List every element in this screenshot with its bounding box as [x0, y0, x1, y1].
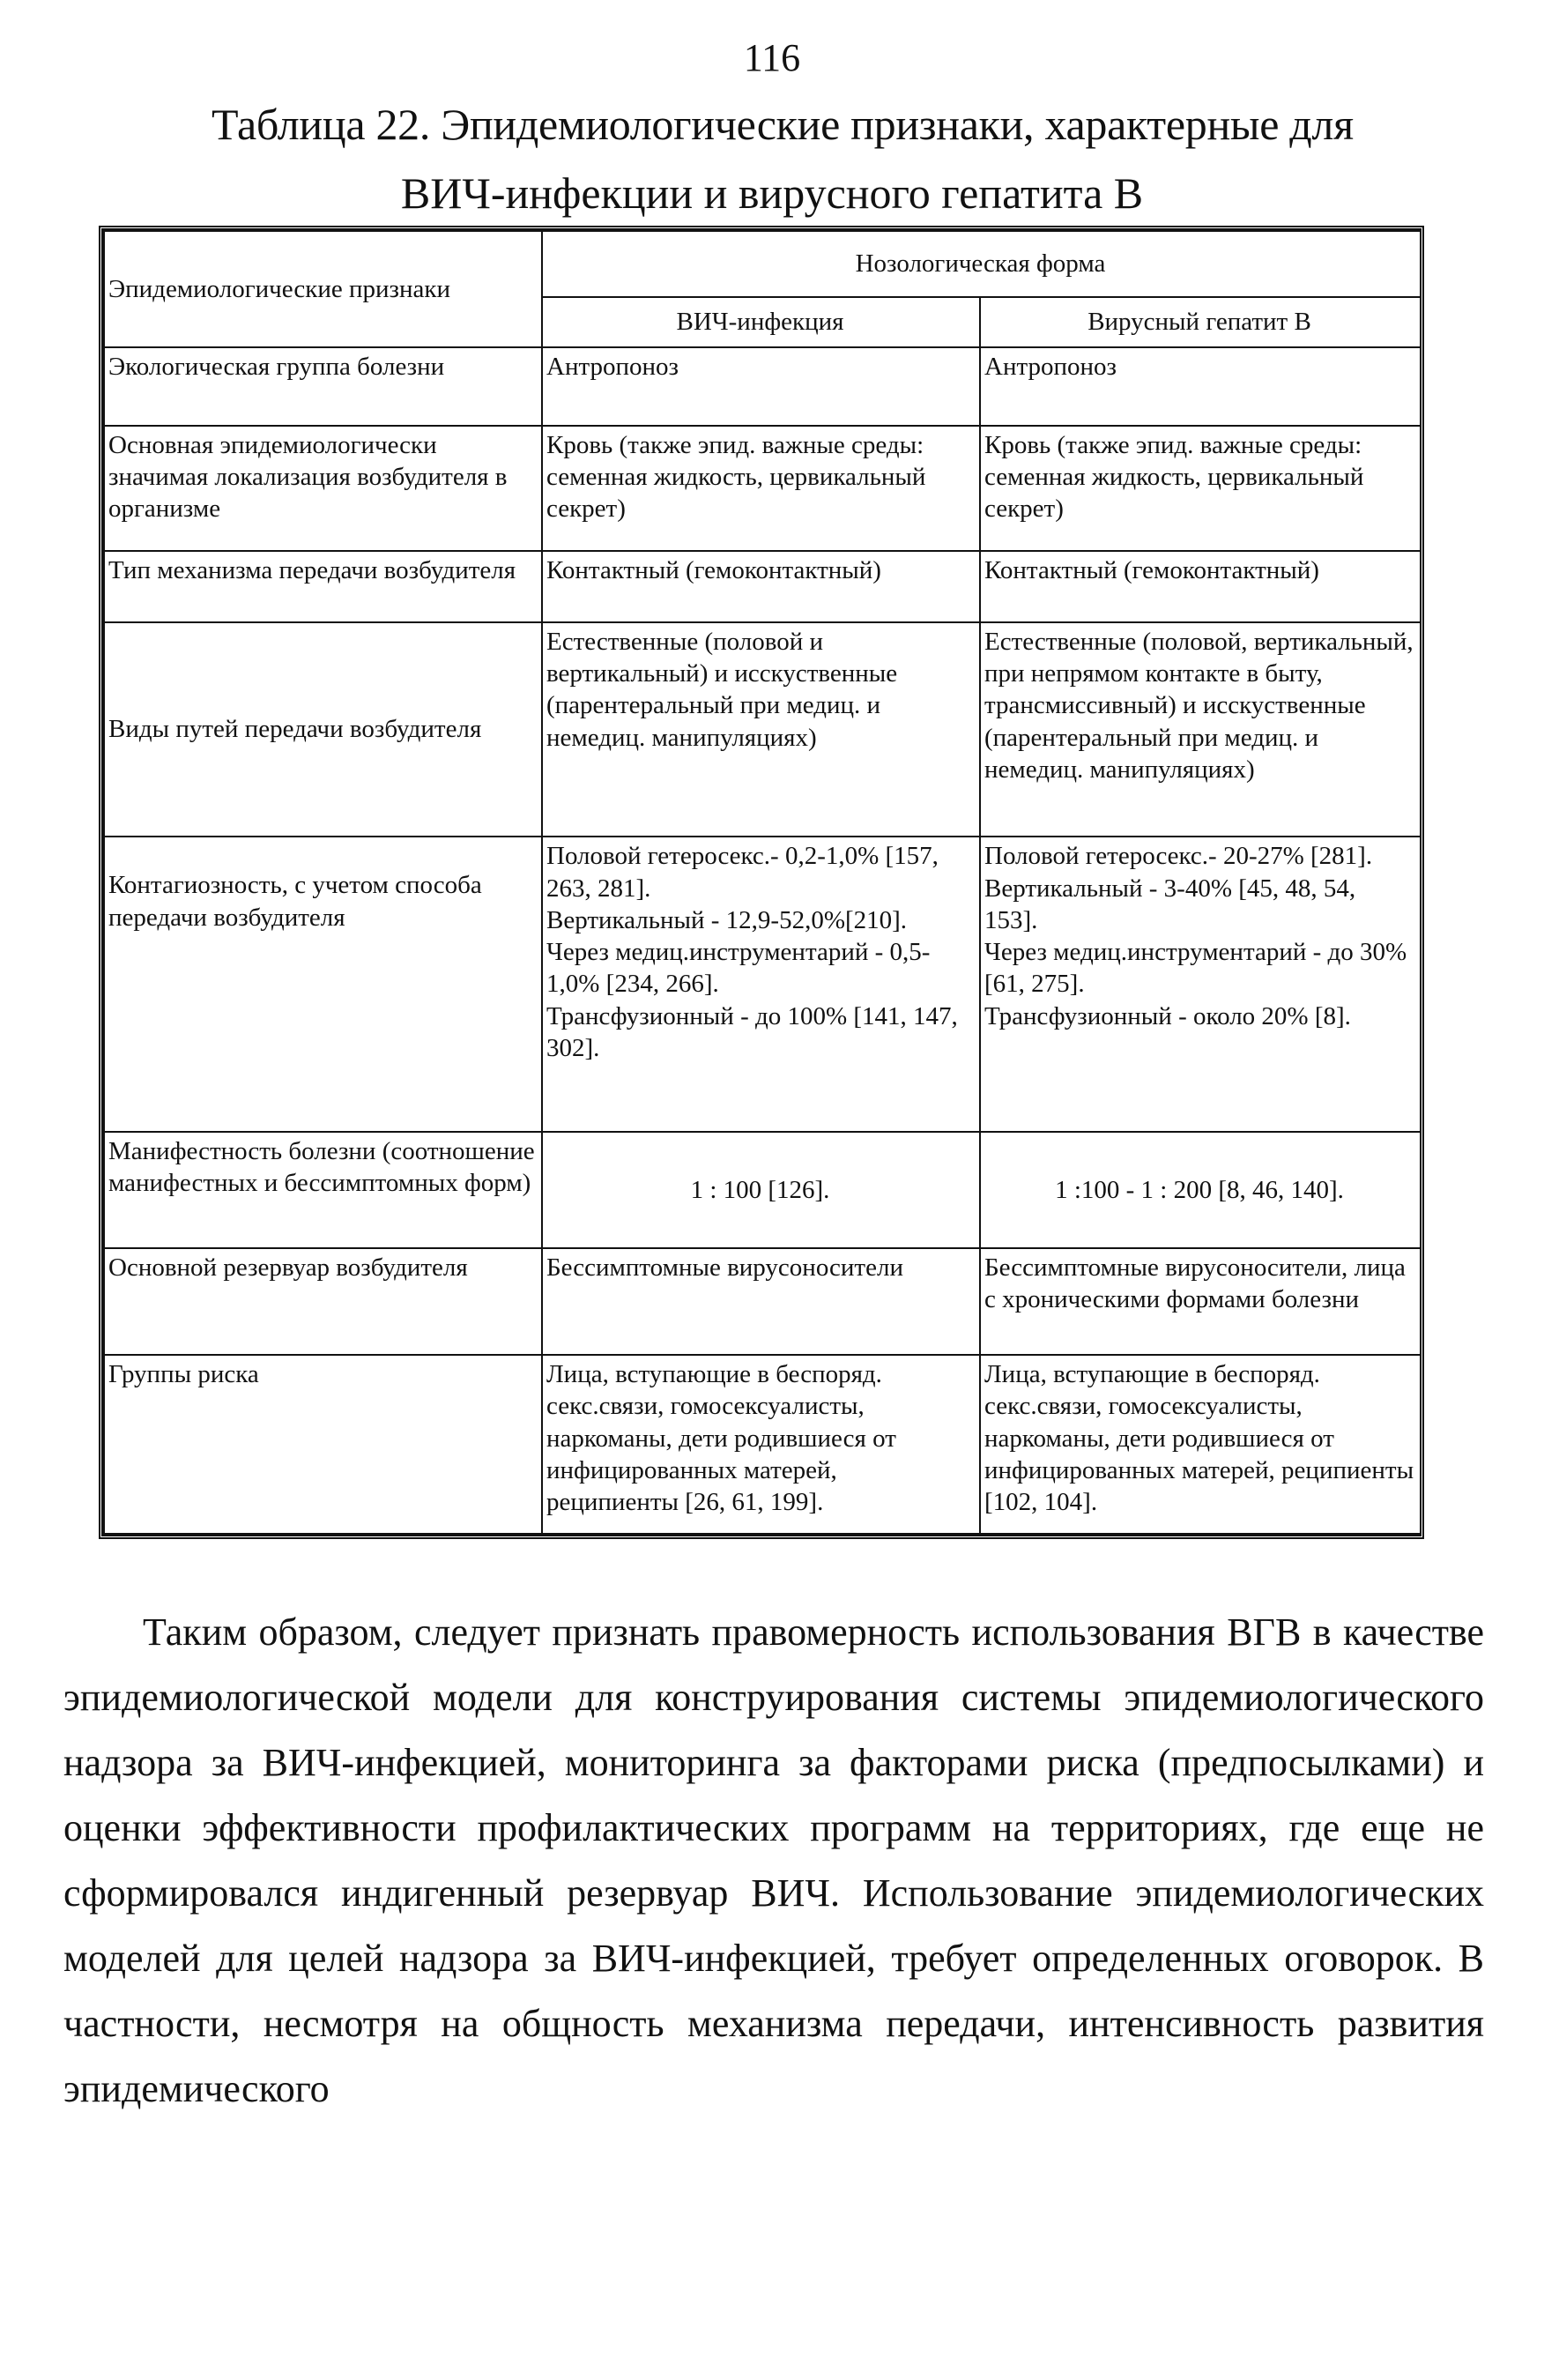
- table-row: [104, 1248, 1421, 1356]
- table-frame: [99, 226, 1424, 1539]
- row-label: Основной резервуар возбудителя: [104, 1248, 542, 1356]
- row-label: Экологическая группа болезни: [104, 347, 542, 426]
- cell-hiv: Контактный (гемоконтактный): [542, 551, 980, 622]
- header-row-label: Эпидемиологические признаки: [104, 231, 542, 347]
- cell-hiv: 1 : 100 [126].: [542, 1132, 980, 1248]
- header-nosological-form: Нозологическая форма: [542, 231, 1421, 297]
- cell-hiv: Антропоноз: [542, 347, 980, 426]
- row-label: Виды путей передачи возбудителя: [104, 622, 542, 837]
- row-label: Группы риска: [104, 1355, 542, 1534]
- header-row: [104, 231, 1421, 297]
- cell-hiv: Кровь (также эпид. важные среды: семенная жидкость, цервикальный секрет): [542, 426, 980, 551]
- page-number: 116: [743, 36, 801, 79]
- table-row: [104, 622, 1421, 837]
- cell-hiv: Половой гетеросекс.- 0,2-1,0% [157, 263, 281]. Вертикальный - 12,9-52,0%[210]. Через медиц.инструментарий - 0,5-1,0% [234, 266]. Трансфузионный - до 100% [141, 147, 302].: [542, 837, 980, 1132]
- table-subtitle: ВИЧ-инфекции и вирусного гепатита В: [400, 168, 1144, 218]
- table-row: [104, 1355, 1421, 1534]
- body-paragraph: Таким образом, следует признать правомерность использования ВГВ в качестве эпидемиологической модели для конструирования системы эпидемиологического надзора за ВИЧ-инфекцией, мониторинга за факторами риска (предпосылками) и оценки эффективности профилактических программ на территориях, где еще не сформировался индигенный резервуар ВИЧ. Использование эпидемиологических моделей для целей надзора за ВИЧ-инфекцией, требует определенных оговорок. В частности, несмотря на общность механизма передачи, интенсивность развития эпидемического: [63, 1610, 1484, 2110]
- epidemiology-table: [103, 230, 1422, 1535]
- table-row: [104, 426, 1421, 551]
- cell-hbv: Естественные (половой, вертикальный, при непрямом контакте в быту, трансмиссивный) и исскуственные (парентеральный при медиц. и немедиц. манипуляциях): [980, 622, 1421, 837]
- cell-hbv: Антропоноз: [980, 347, 1421, 426]
- cell-hiv: Естественные (половой и вертикальный) и исскуственные (парентеральный при медиц. и немедиц. манипуляциях): [542, 622, 980, 837]
- cell-hbv: Кровь (также эпид. важные среды: семенная жидкость, цервикальный секрет): [980, 426, 1421, 551]
- table-title: Таблица 22. Эпидемиологические признаки, характерные для: [212, 100, 1354, 149]
- table-row: [104, 1132, 1421, 1248]
- cell-hiv: Лица, вступающие в беспоряд. секс.связи, гомосексуалисты, наркоманы, дети родившиеся от инфицированных матерей, реципиенты [26, 61, 199].: [542, 1355, 980, 1534]
- cell-hbv: Лица, вступающие в беспоряд. секс.связи, гомосексуалисты, наркоманы, дети родившиеся от инфицированных матерей, реципиенты [102, 104].: [980, 1355, 1421, 1534]
- table-row: [104, 551, 1421, 622]
- row-label: Манифестность болезни (соотношение манифестных и бессимптомных форм): [104, 1132, 542, 1248]
- header-col-hbv: Вирусный гепатит В: [980, 297, 1421, 347]
- row-label: Основная эпидемиологически значимая локализация возбудителя в организме: [104, 426, 542, 551]
- row-label: Контагиозность, с учетом способа передачи возбудителя: [104, 837, 542, 1132]
- cell-hbv: Половой гетеросекс.- 20-27% [281]. Вертикальный - 3-40% [45, 48, 54, 153]. Через медиц.инструментарий - до 30% [61, 275]. Трансфузионный - около 20% [8].: [980, 837, 1421, 1132]
- cell-hbv: Бессимптомные вирусоносители, лица с хроническими формами болезни: [980, 1248, 1421, 1356]
- table-row: [104, 837, 1421, 1132]
- table-row: [104, 347, 1421, 426]
- cell-hiv: Бессимптомные вирусоносители: [542, 1248, 980, 1356]
- header-col-hiv: ВИЧ-инфекция: [542, 297, 980, 347]
- cell-hbv: 1 :100 - 1 : 200 [8, 46, 140].: [980, 1132, 1421, 1248]
- cell-hbv: Контактный (гемоконтактный): [980, 551, 1421, 622]
- row-label: Тип механизма передачи возбудителя: [104, 551, 542, 622]
